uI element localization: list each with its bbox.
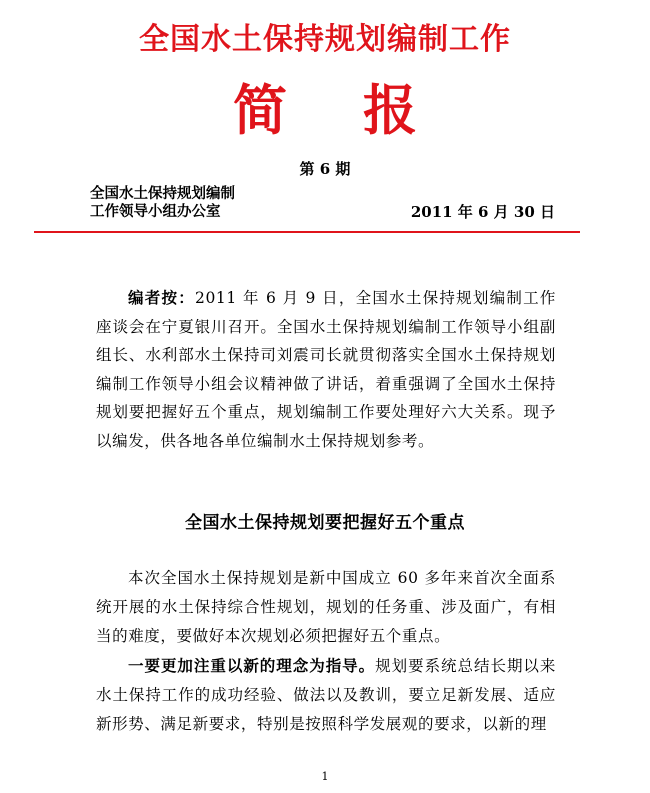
article-paragraph-2-text: 规划要系统总结长期以来水土保持工作的成功经验、做法以及教训，要立足新发展、适应新形势、满足新要求，特别是按照科学发展观的要求，以新的理 — [96, 657, 556, 733]
issue-number: 第 6 期 — [299, 160, 351, 178]
article-paragraph-2-lead: 一要更加注重以新的理念为指导。 — [128, 657, 376, 675]
org-title: 全国水土保持规划编制工作 — [139, 22, 511, 57]
header-divider — [34, 231, 580, 233]
editor-note-lead: 编者按： — [128, 289, 195, 307]
article-paragraph-2 — [96, 652, 556, 750]
bulletin-title — [0, 70, 650, 152]
issuer-line-2: 工作领导小组办公室 — [90, 203, 221, 220]
page-number: 1 — [321, 770, 329, 783]
bulletin-title-char-1: 简 — [233, 79, 287, 142]
bulletin-title-char-2: 报 — [363, 79, 417, 142]
editor-note-text: 2011 年 6 月 9 日，全国水土保持规划编制工作座谈会在宁夏银川召开。全国水土保持规划编制工作领导小组副组长、水利部水土保持司刘震司长就贯彻落实全国水土保持规划编制工作领导小组会议精神做了讲话，着重强调了全国水土保持规划要把握好五个重点，规划编制工作要处理好六大关系。现予以编发，供各地各单位编制水土保持规划参考。 — [96, 289, 556, 450]
issuer-line-1: 全国水土保持规划编制 — [90, 185, 235, 202]
issuer — [90, 185, 235, 221]
article-title: 全国水土保持规划要把握好五个重点 — [185, 513, 465, 533]
issue-date: 2011 年 6 月 30 日 — [410, 203, 555, 221]
article-paragraph-1: 本次全国水土保持规划是新中国成立 60 多年来首次全面系统开展的水土保持综合性规划，规划的任务重、涉及面广，有相当的难度，要做好本次规划必须把握好五个重点。 — [96, 569, 556, 645]
editor-note — [96, 284, 556, 455]
